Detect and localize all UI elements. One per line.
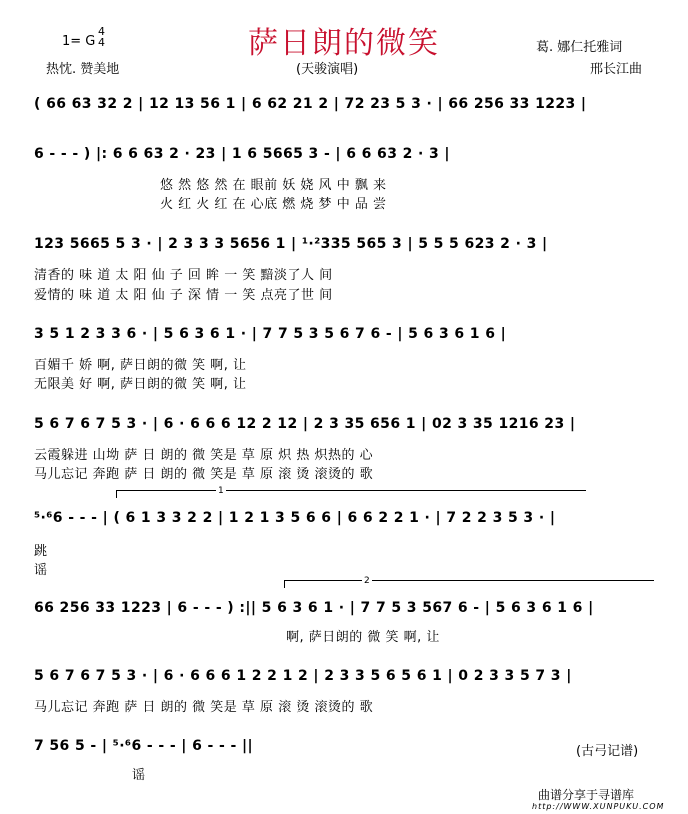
lyric-row-2-verse-2: 火 红 火 红 在 心底 燃 烧 梦 中 品 尝 (160, 197, 387, 212)
volta-1-label: 1 (218, 486, 224, 496)
lyric-row-8-verse-1: 马儿忘记 奔跑 萨 日 朗的 微 笑是 草 原 滚 烫 滚烫的 歌 (34, 700, 374, 715)
notation-row-9: 7 56 5 - | ⁵·⁶6 - - - | 6 - - - || (34, 738, 253, 754)
footer-url[interactable]: http://WWW.XUNPUKU.COM (532, 802, 665, 811)
singer-credit: (天骏演唱) (296, 62, 359, 77)
lyric-row-4-verse-1: 百媚千 娇 啊, 萨日朗的微 笑 啊, 让 (34, 358, 247, 373)
notation-row-1: ( 66 63 32 2 | 12 13 56 1 | 6 62 21 2 | 72 23 5 3 · | 66 256 33 1223 | (34, 96, 587, 112)
lyric-row-2-verse-1: 悠 然 悠 然 在 眼前 妖 娆 风 中 飘 来 (160, 178, 387, 193)
lyricist-credit: 葛. 娜仁托雅词 (536, 40, 623, 55)
composer-credit: 邢长江曲 (590, 62, 643, 77)
notation-row-8: 5 6 7 6 7 5 3 · | 6 · 6 6 6 1 2 2 1 2 | 2 3 3 5 6 5 6 1 | 0 2 3 3 5 7 3 | (34, 668, 572, 684)
notation-row-3: 123 5665 5 3 · | 2 3 3 3 5656 1 | ¹·²335 565 3 | 5 5 5 623 2 · 3 | (34, 236, 548, 252)
lyric-row-4-verse-2: 无限美 好 啊, 萨日朗的微 笑 啊, 让 (34, 377, 247, 392)
lyric-row-5-verse-2: 马儿忘记 奔跑 萨 日 朗的 微 笑是 草 原 滚 烫 滚烫的 歌 (34, 467, 374, 482)
footer-share-text: 曲谱分享于寻谱库 (538, 788, 635, 802)
time-signature (98, 26, 105, 48)
lyric-row-6-verse-2: 谣 (34, 563, 48, 578)
lyric-row-3-verse-1: 清香的 味 道 太 阳 仙 子 回 眸 一 笑 黯淡了人 间 (34, 268, 333, 283)
notation-row-7: 66 256 33 1223 | 6 - - - ) :|| 5 6 3 6 1 · | 7 7 5 3 567 6 - | 5 6 3 6 1 6 | (34, 600, 594, 616)
transcriber-credit: (古弓记谱) (576, 744, 639, 759)
notation-row-6: ⁵·⁶6 - - - | ( 6 1 3 3 2 2 | 1 2 1 3 5 6 6 | 6 6 2 2 1 · | 7 2 2 3 5 3 · | (34, 510, 556, 526)
time-denominator: 4 (98, 36, 105, 49)
volta-1-bracket (116, 490, 586, 491)
notation-row-4: 3 5 1 2 3 3 6 · | 5 6 3 6 1 · | 7 7 5 3 5 6 7 6 - | 5 6 3 6 1 6 | (34, 326, 507, 342)
volta-2-bracket-tick (284, 580, 285, 588)
key-signature: 1= G (62, 34, 96, 49)
tempo-marking: 热忱. 赞美地 (46, 62, 120, 77)
notation-row-5: 5 6 7 6 7 5 3 · | 6 · 6 6 6 12 2 12 | 2 3 35 656 1 | 02 3 35 1216 23 | (34, 416, 576, 432)
lyric-row-3-verse-2: 爱情的 味 道 太 阳 仙 子 深 情 一 笑 点亮了世 间 (34, 288, 333, 303)
volta-1-bracket-tick (116, 490, 117, 498)
lyric-row-6-verse-1: 跳 (34, 544, 48, 559)
song-title: 萨日朗的微笑 (248, 26, 440, 61)
time-numerator: 4 (98, 25, 105, 38)
notation-row-2: 6 - - - ) |: 6 6 63 2 · 23 | 1 6 5665 3 - | 6 6 63 2 · 3 | (34, 146, 450, 162)
lyric-row-9-verse-1: 谣 (132, 768, 146, 783)
volta-2-label: 2 (364, 576, 370, 586)
lyric-row-7-verse-1: 啊, 萨日朗的 微 笑 啊, 让 (286, 630, 440, 645)
lyric-row-5-verse-1: 云霞躲进 山坳 萨 日 朗的 微 笑是 草 原 炽 热 炽热的 心 (34, 448, 374, 463)
volta-2-bracket (284, 580, 654, 581)
